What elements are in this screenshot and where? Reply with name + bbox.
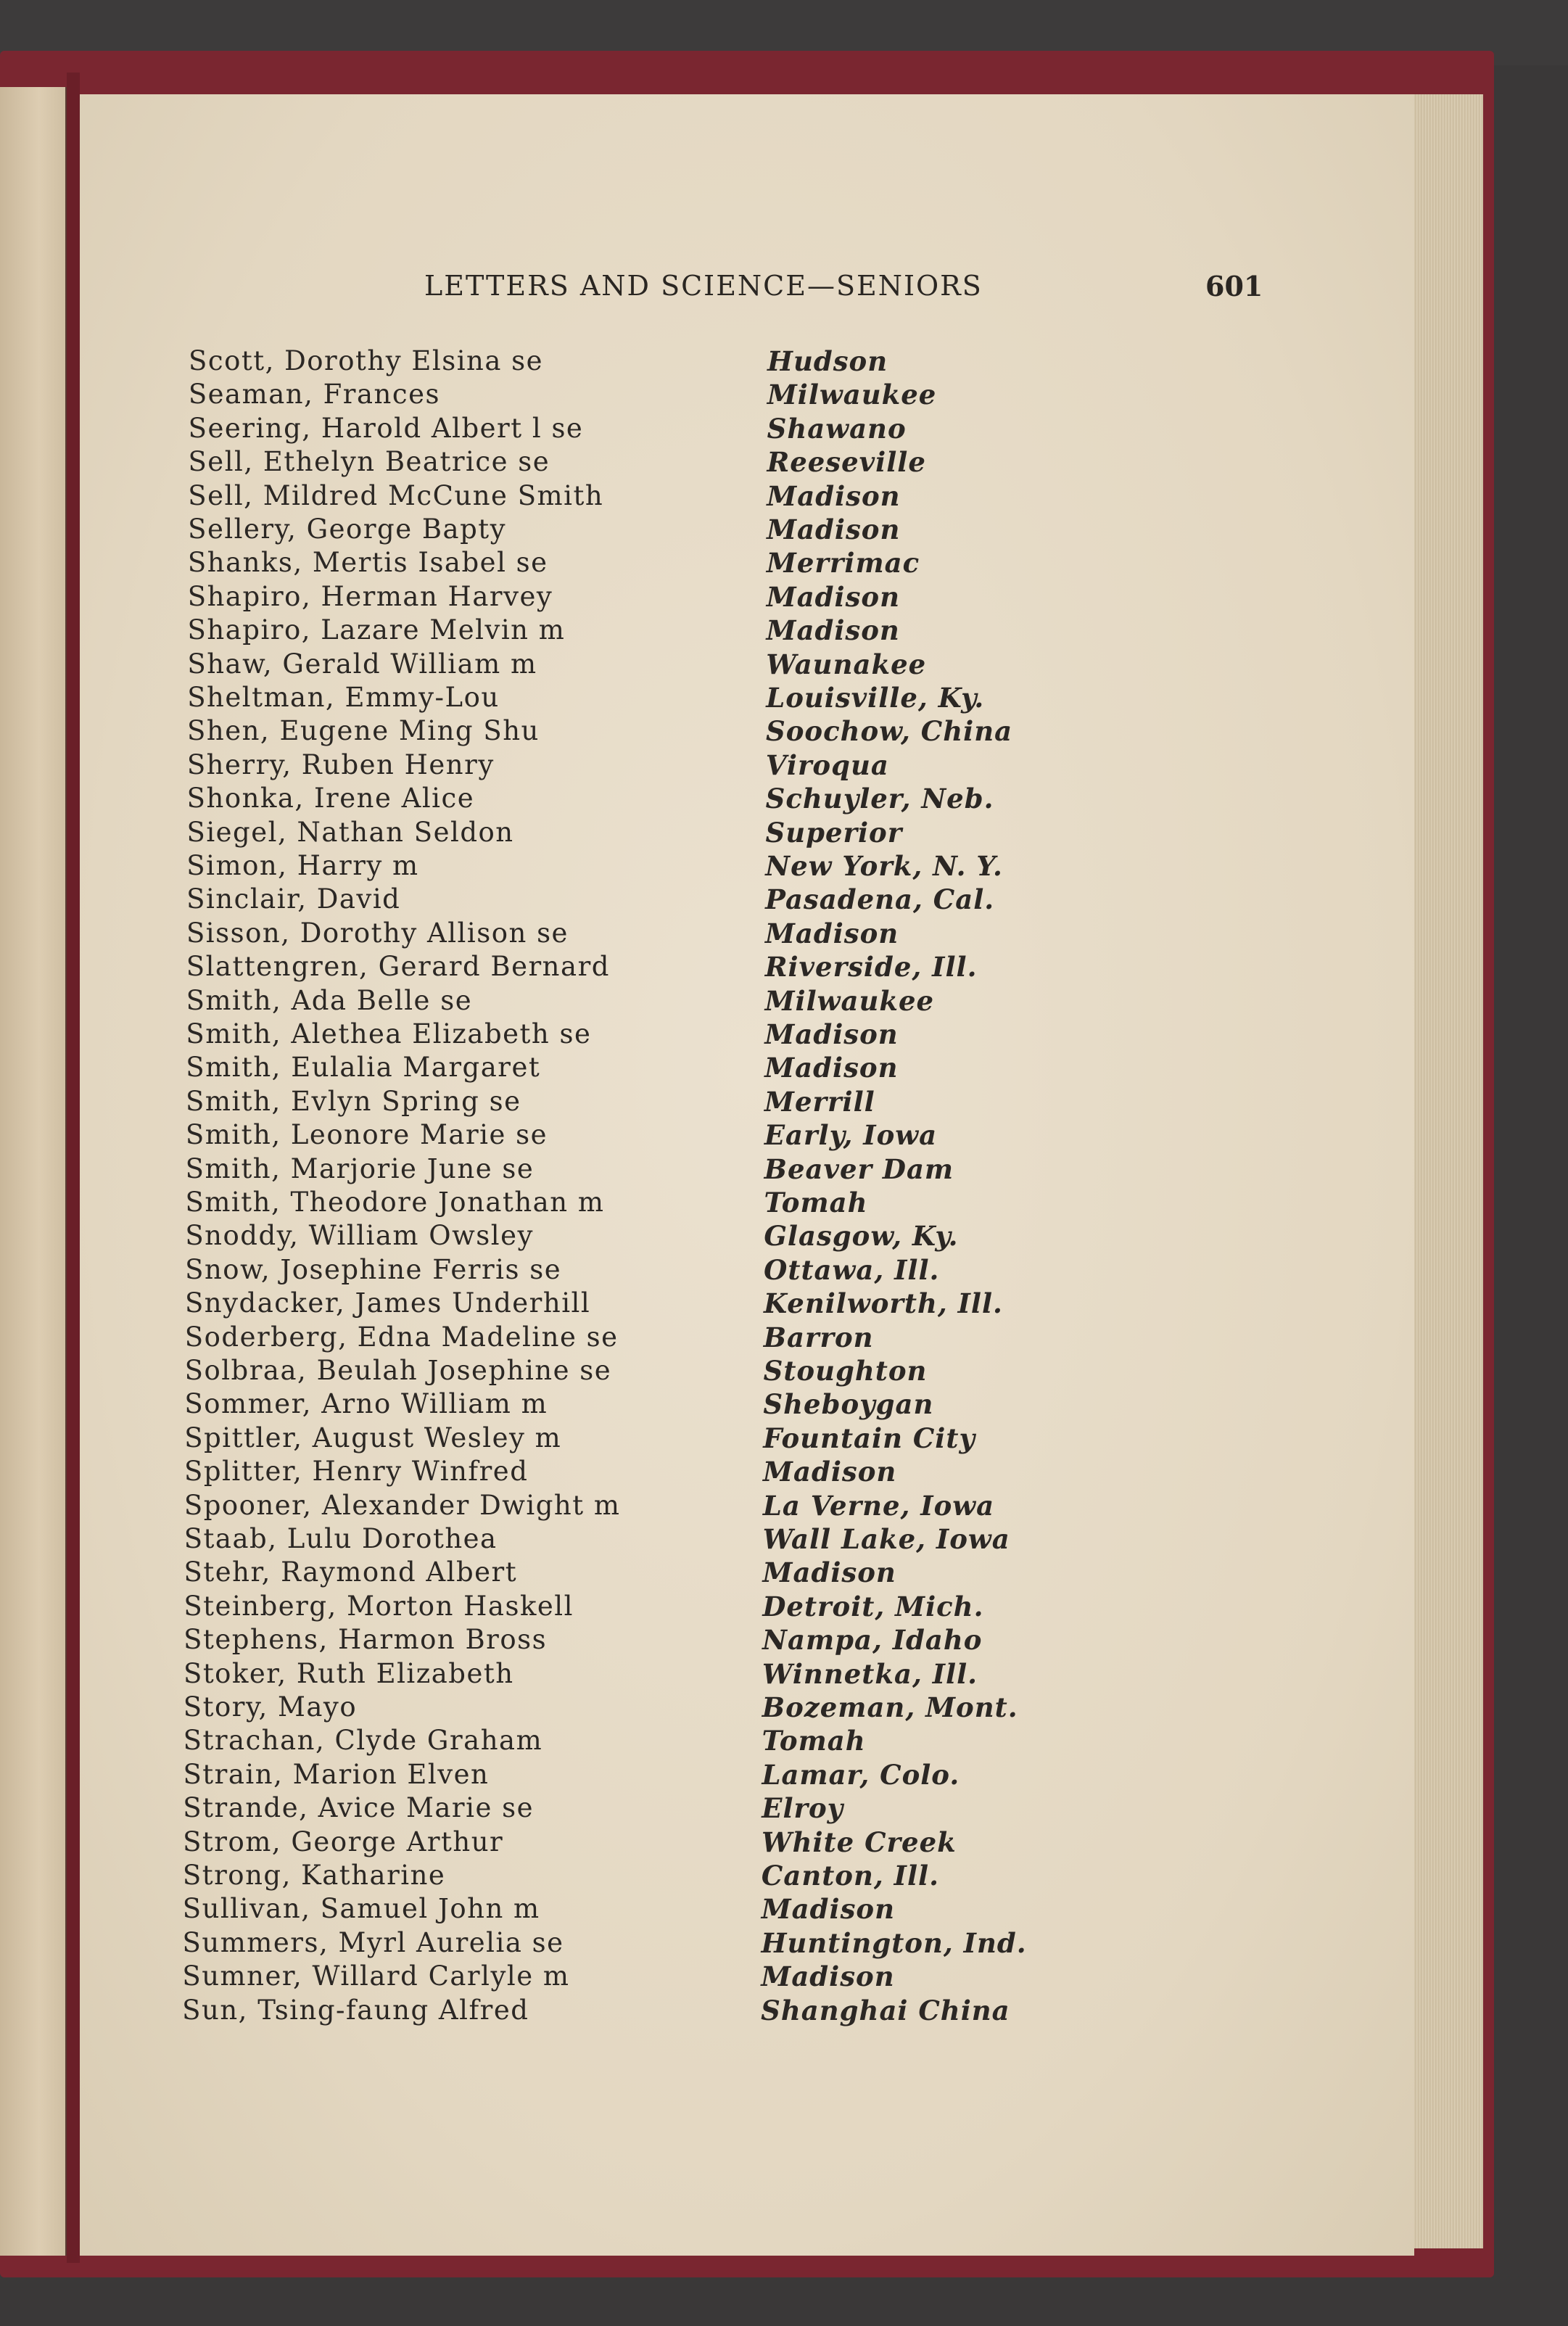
entry-hometown: Tomah (764, 1187, 868, 1218)
entry-hometown: Kenilworth, Ill. (763, 1287, 1003, 1320)
entry-name: Shonka, Irene Alice (186, 783, 475, 814)
entry-name: Steinberg, Morton Haskell (183, 1590, 574, 1622)
entry-hometown: Winnetka, Ill. (762, 1657, 978, 1690)
entry-hometown: Elroy (762, 1792, 844, 1825)
entry-hometown: Madison (763, 1456, 897, 1488)
entry-name: Smith, Theodore Jonathan m (185, 1187, 605, 1218)
entry-hometown: Shawano (767, 412, 907, 445)
entry-name: Sell, Ethelyn Beatrice se (188, 446, 550, 478)
entry-hometown: Stoughton (763, 1355, 928, 1387)
entry-name: Strande, Avice Marie se (183, 1792, 534, 1824)
entry-name: Stehr, Raymond Albert (183, 1556, 518, 1588)
entry-hometown: Beaver Dam (764, 1152, 954, 1185)
page-number: 601 (1205, 270, 1263, 302)
entry-hometown: Shanghai China (761, 1994, 1010, 2026)
entry-hometown: Waunakee (766, 648, 927, 680)
entry-hometown: Madison (764, 1052, 899, 1084)
entry-name: Smith, Leonore Marie se (185, 1119, 548, 1151)
entry-name: Shapiro, Herman Harvey (187, 580, 553, 612)
entry-name: Staab, Lulu Dorothea (183, 1523, 498, 1554)
entry-name: Sell, Mildred McCune Smith (188, 479, 604, 511)
entry-hometown: Madison (766, 614, 900, 647)
entry-hometown: Lamar, Colo. (762, 1758, 960, 1791)
entry-name: Stephens, Harmon Bross (183, 1624, 548, 1656)
entry-hometown: Milwaukee (767, 379, 937, 411)
entry-name: Shaw, Gerald William m (187, 648, 537, 680)
entry-name: Strom, George Arthur (183, 1826, 504, 1857)
entry-hometown: White Creek (762, 1826, 957, 1858)
entry-name: Spooner, Alexander Dwight m (183, 1489, 621, 1521)
entry-name: Shen, Eugene Ming Shu (187, 715, 540, 747)
entry-hometown: Madison (761, 1960, 895, 1993)
entry-hometown: Viroqua (765, 748, 889, 781)
entry-name: Smith, Evlyn Spring se (186, 1085, 521, 1117)
entry-name: Strong, Katharine (182, 1860, 446, 1891)
running-header: LETTERS AND SCIENCE—SENIORS (424, 270, 983, 302)
entry-name: Snoddy, William Owsley (185, 1220, 534, 1252)
entry-name: Sherry, Ruben Henry (186, 748, 495, 780)
book-gutter (67, 73, 80, 2263)
entry-name: Soderberg, Edna Madeline se (184, 1321, 619, 1353)
entry-name: Sun, Tsing-faung Alfred (182, 1994, 529, 2026)
entry-name: Seaman, Frances (188, 379, 440, 411)
entry-hometown: Fountain City (763, 1422, 975, 1454)
entry-hometown: Madison (767, 479, 901, 512)
entry-hometown: Glasgow, Ky. (764, 1220, 959, 1253)
entry-hometown: Madison (762, 1556, 896, 1589)
entry-name: Snow, Josephine Ferris se (185, 1253, 562, 1285)
entry-hometown: Canton, Ill. (761, 1860, 939, 1892)
entry-hometown: Wall Lake, Iowa (762, 1523, 1010, 1555)
left-page-edge (0, 87, 67, 2256)
entry-name: Summers, Myrl Aurelia se (182, 1926, 564, 1958)
entry-hometown: Milwaukee (764, 984, 935, 1017)
entry-name: Sellery, George Bapty (188, 514, 507, 545)
entry-name: Strain, Marion Elven (183, 1758, 490, 1790)
entry-name: Story, Mayo (183, 1691, 358, 1723)
entry-name: Slattengren, Gerard Bernard (186, 951, 610, 983)
entry-name: Sumner, Willard Carlyle m (182, 1960, 570, 1992)
entry-hometown: Merrimac (766, 547, 920, 580)
entry-name: Smith, Marjorie June se (185, 1152, 535, 1184)
entry-name: Shanks, Mertis Isabel se (187, 547, 548, 579)
entry-hometown: Pasadena, Cal. (765, 883, 995, 916)
entry-name: Stoker, Ruth Elizabeth (183, 1657, 514, 1689)
entry-name: Strachan, Clyde Graham (183, 1725, 543, 1757)
entry-name: Sommer, Arno William m (184, 1388, 548, 1420)
entry-hometown: Madison (761, 1893, 895, 1926)
entry-name: Seering, Harold Albert l se (188, 412, 584, 444)
entry-name: Sheltman, Emmy-Lou (187, 682, 500, 713)
entry-hometown: Merrill (764, 1085, 875, 1118)
entry-hometown: Superior (765, 816, 903, 849)
entry-hometown: Madison (764, 917, 899, 949)
entry-hometown: Nampa, Idaho (762, 1624, 983, 1657)
entry-hometown: Early, Iowa (764, 1119, 938, 1152)
entry-hometown: New York, N. Y. (765, 850, 1003, 882)
entry-hometown: Hudson (767, 345, 888, 377)
entry-name: Shapiro, Lazare Melvin m (187, 614, 566, 646)
entry-name: Sullivan, Samuel John m (182, 1893, 540, 1925)
entry-name: Snydacker, James Underhill (184, 1287, 591, 1319)
entry-name: Simon, Harry m (186, 850, 419, 881)
entry-hometown: Madison (764, 1018, 899, 1050)
entry-hometown: Reeseville (767, 446, 926, 479)
entry-name: Scott, Dorothy Elsina se (189, 345, 544, 376)
entry-hometown: Madison (767, 514, 901, 545)
entry-name: Splitter, Henry Winfred (184, 1456, 529, 1488)
page-stack-edge (1414, 94, 1483, 2248)
entry-name: Sisson, Dorothy Allison se (186, 917, 569, 949)
entry-name: Smith, Eulalia Margaret (186, 1052, 541, 1084)
entry-hometown: Soochow, China (766, 715, 1013, 748)
entry-hometown: Madison (766, 580, 901, 613)
entry-hometown: Detroit, Mich. (762, 1590, 984, 1622)
entry-name: Spittler, August Wesley m (184, 1422, 562, 1453)
entry-name: Smith, Alethea Elizabeth se (186, 1018, 592, 1049)
entry-hometown: Schuyler, Neb. (765, 783, 994, 815)
entry-hometown: Huntington, Ind. (761, 1926, 1027, 1959)
entry-hometown: Ottawa, Ill. (764, 1253, 940, 1286)
entry-hometown: Barron (763, 1321, 874, 1353)
entry-hometown: Sheboygan (763, 1388, 934, 1421)
entry-hometown: La Verne, Iowa (762, 1489, 995, 1522)
entry-hometown: Riverside, Ill. (764, 951, 978, 983)
entry-name: Siegel, Nathan Seldon (186, 816, 514, 848)
entry-hometown: Tomah (762, 1725, 866, 1757)
entry-hometown: Bozeman, Mont. (762, 1691, 1018, 1723)
entry-name: Solbraa, Beulah Josephine se (184, 1355, 612, 1386)
entry-name: Sinclair, David (186, 883, 401, 915)
entry-name: Smith, Ada Belle se (186, 984, 473, 1016)
entry-hometown: Louisville, Ky. (766, 682, 985, 714)
